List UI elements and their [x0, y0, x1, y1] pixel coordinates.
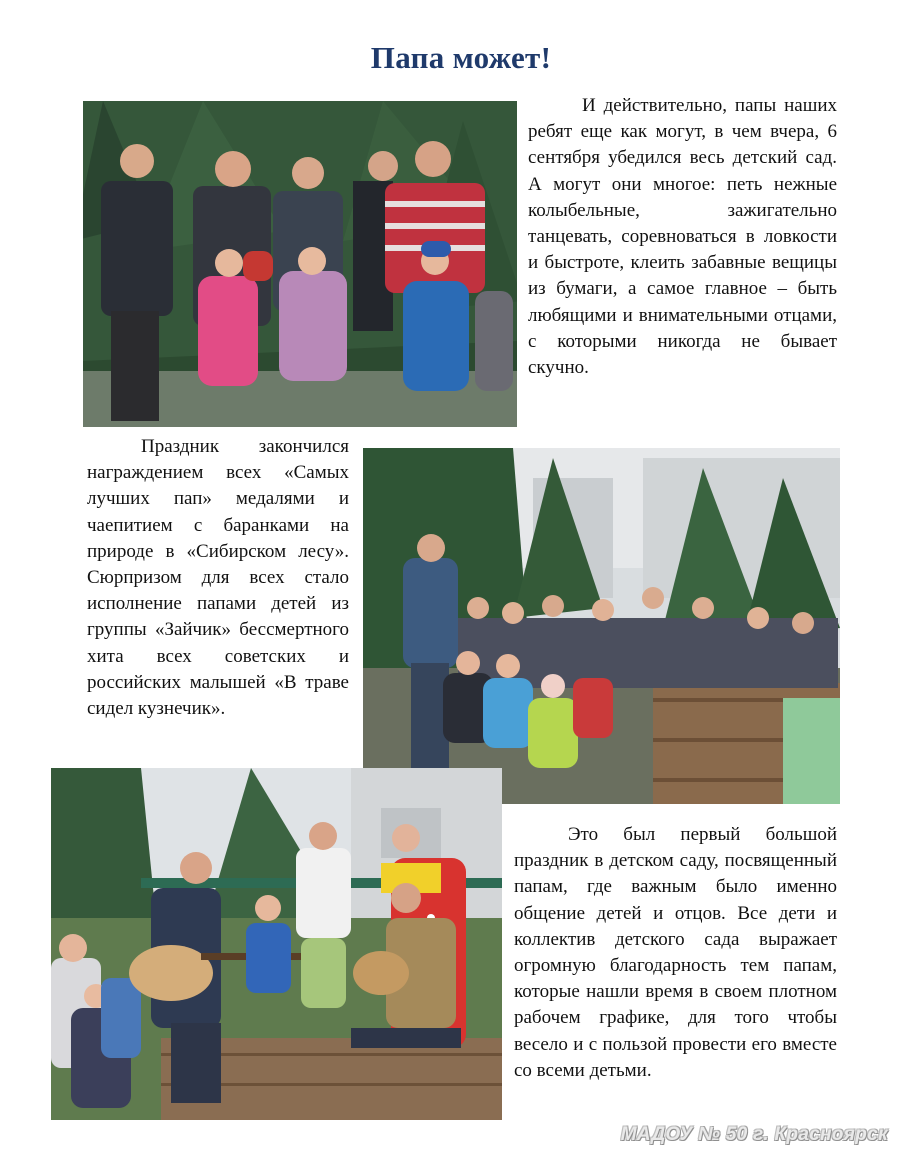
paragraph-intro-text: И действительно, папы наших ребят еще как могут, в чем вчера, 6 сентября убедился весь детский сад. А могут они многое: петь нежные колыбельные, зажигательно танцевать, соревноваться в ловкости и быстроте, клеить забавные вещицы из бумаги, а самое главное – быть любящими и внимательными отцами, с которыми никогда не бывает скучно. [528, 95, 837, 379]
footer-watermark: МАДОУ № 50 г. Красноярск [620, 1124, 888, 1145]
paragraph-intro [528, 93, 837, 381]
photo-children-on-benches [363, 448, 840, 804]
page-title: Папа может! [370, 40, 552, 75]
paragraph-gratitude-text: Это был первый большой праздник в детском саду, посвященный папам, где важным было именно общение детей и отцов. Все дети и коллектив детского сада выражает огромную благодарность тем папам, которые нашли время в своем плотном рабочем графике, для того чтобы весело и с пользой провести его вместе со всеми детьми. [514, 824, 837, 1081]
paragraph-celebration-text: Праздник закончился награждением всех «Самых лучших пап» медалями и чаепитием с баранками на природе в «Сибирском лесу». Сюрпризом для всех стало исполнение папами детей из группы «Зайчик» бессмертного хита всех советских и российских малышей «В траве сидел кузнечик». [87, 436, 349, 720]
paragraph-celebration [87, 434, 349, 722]
paragraph-gratitude [514, 822, 837, 1084]
photo-fathers-with-children [83, 101, 517, 427]
photo-guitar-performance [51, 768, 502, 1120]
